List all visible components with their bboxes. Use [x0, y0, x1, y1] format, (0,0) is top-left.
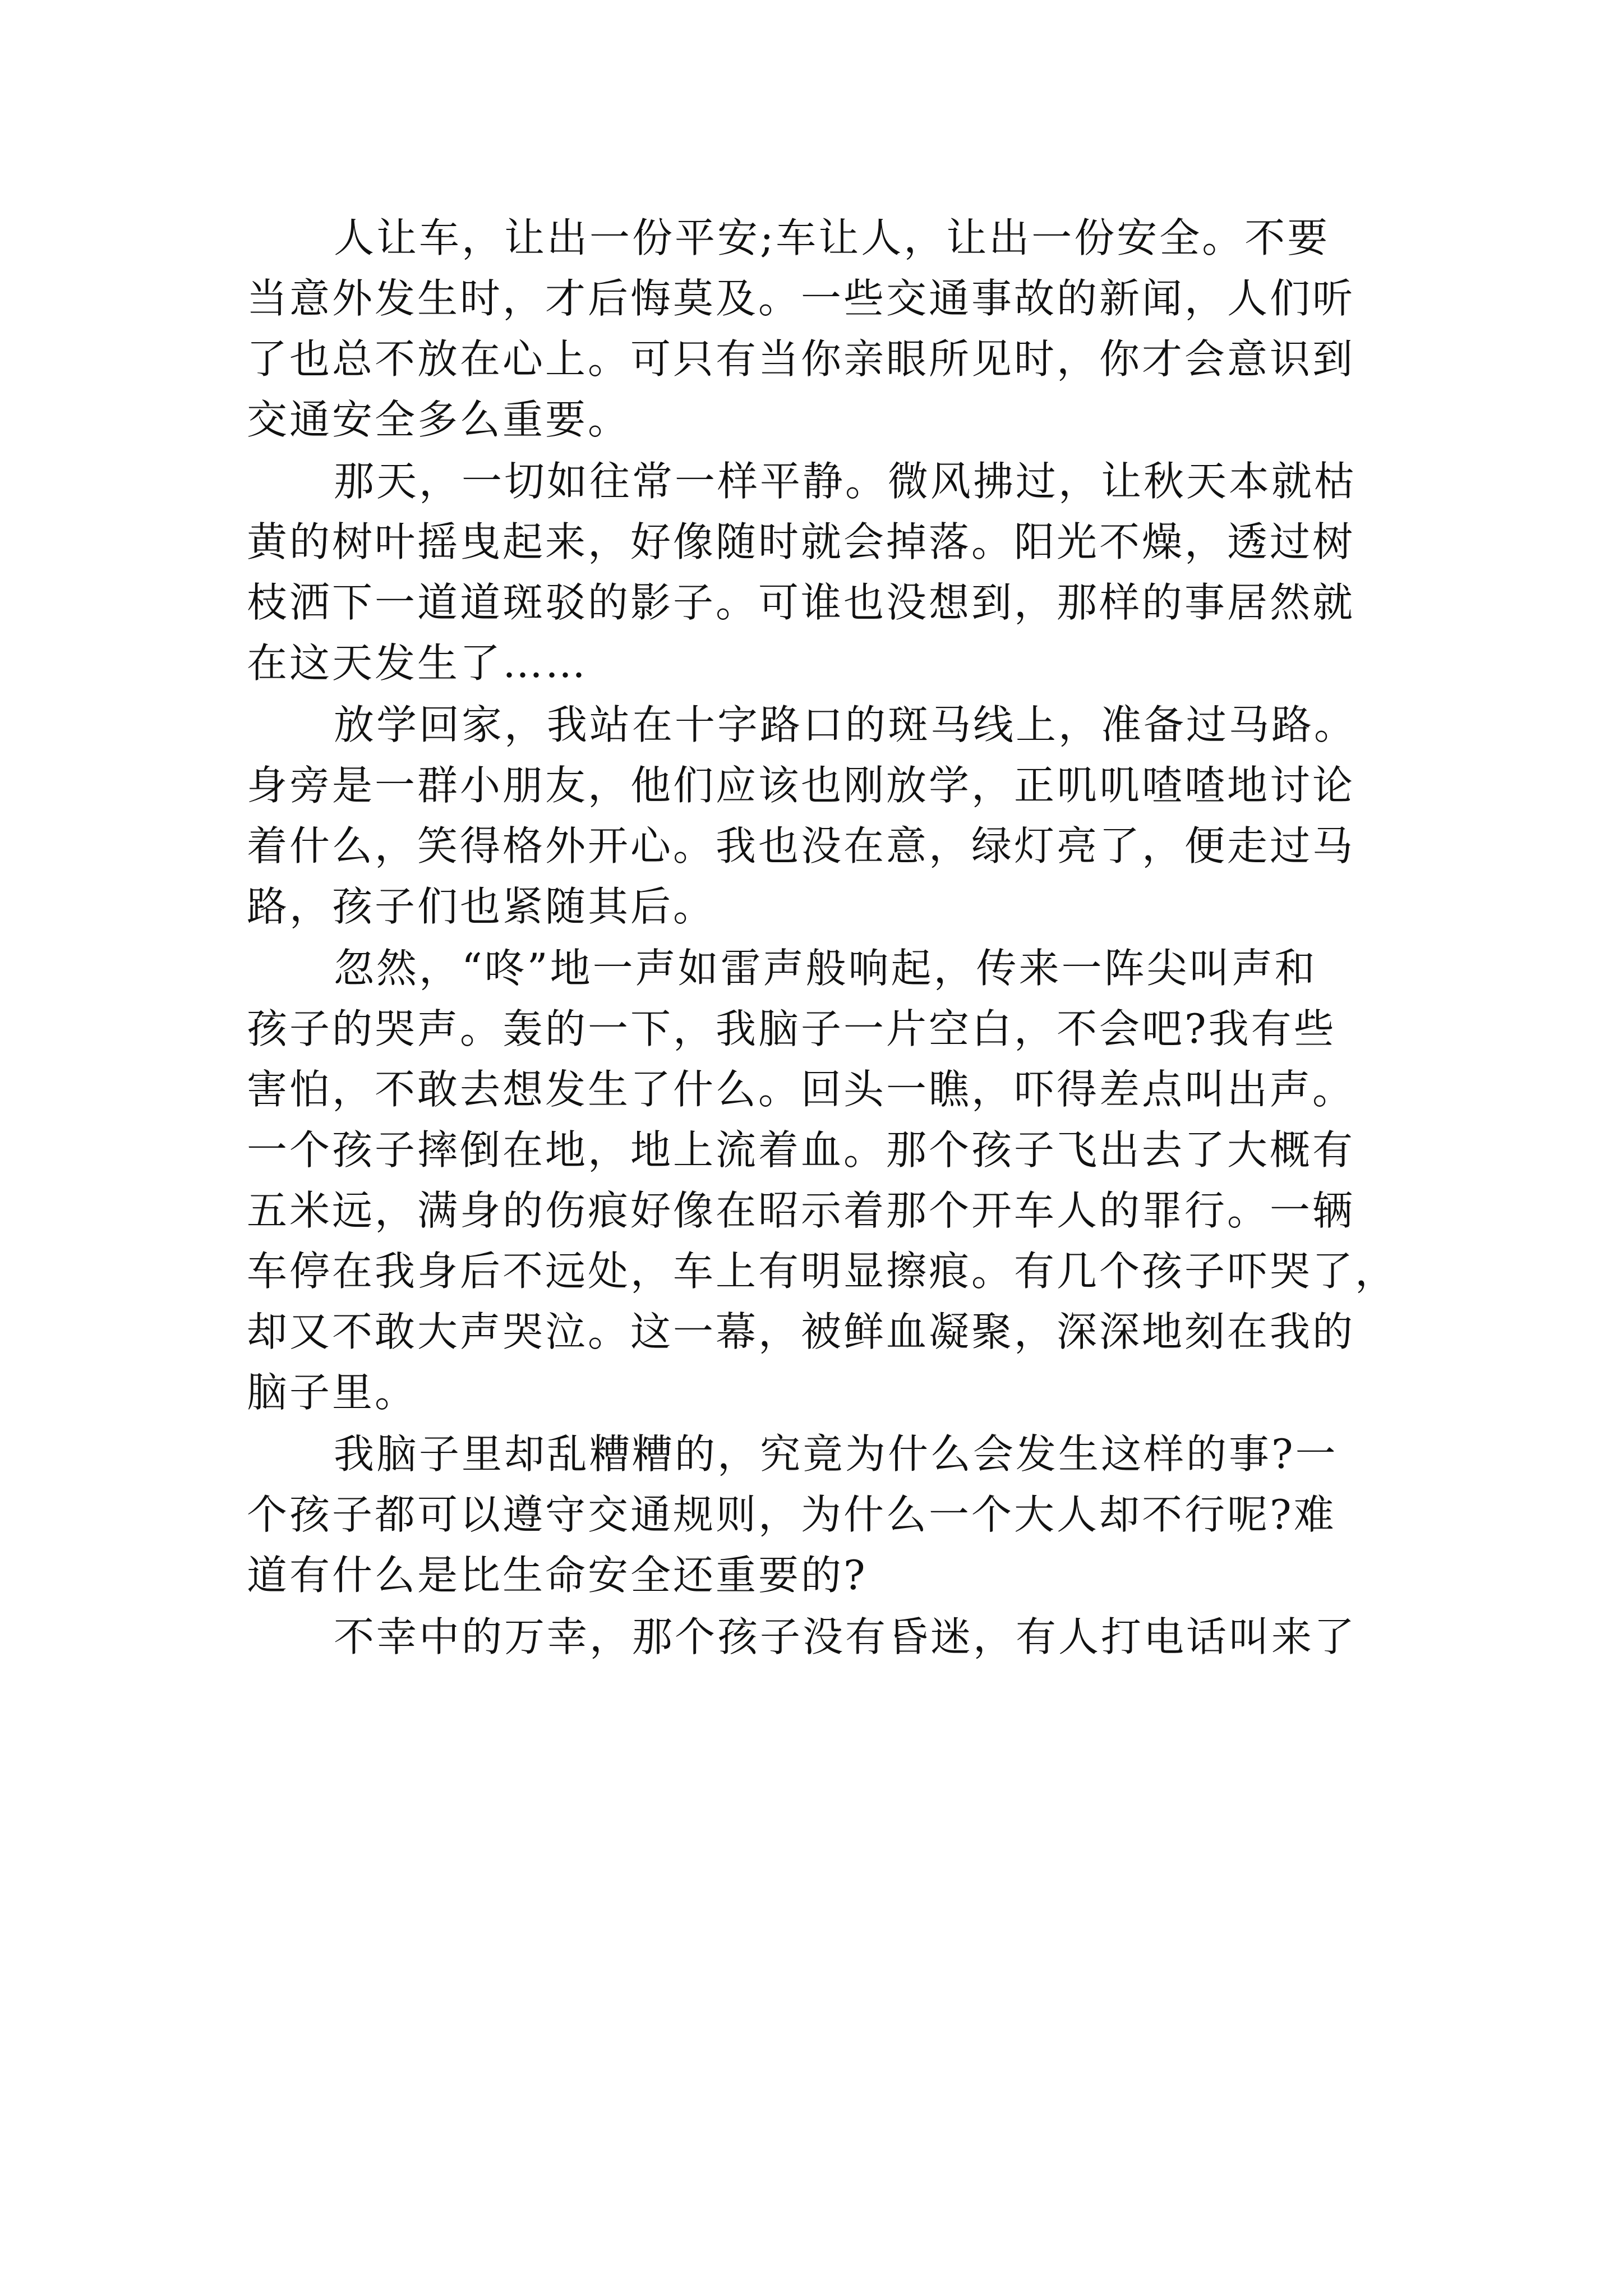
- paragraph-1-line-1: 人让车，让出一份平安;车让人，让出一份安全。不要: [334, 214, 1330, 261]
- essay-body: [247, 208, 1396, 1667]
- paragraph-3-line-2: 身旁是一群小朋友，他们应该也刚放学，正叽叽喳喳地讨论: [247, 762, 1355, 809]
- paragraph-4-line-3: 害怕，不敢去想发生了什么。回头一瞧，吓得差点叫出声。: [247, 1066, 1355, 1113]
- paragraph-5-line-3: 道有什么是比生命安全还重要的?: [247, 1552, 868, 1599]
- paragraph-4-line-4: 一个孩子摔倒在地，地上流着血。那个孩子飞出去了大概有: [247, 1126, 1355, 1174]
- paragraph-4-line-2: 孩子的哭声。轰的一下，我脑子一片空白，不会吧?我有些: [247, 1005, 1336, 1052]
- paragraph-2-line-3: 枝洒下一道道斑驳的影子。可谁也没想到，那样的事居然就: [247, 579, 1355, 626]
- paragraph-5-line-1: 我脑子里却乱糟糟的，究竟为什么会发生这样的事?一: [334, 1430, 1338, 1478]
- paragraph-4-line-7: 却又不敢大声哭泣。这一幕，被鲜血凝聚，深深地刻在我的: [247, 1308, 1355, 1355]
- paragraph-1-line-4: 交通安全多么重要。: [247, 396, 631, 443]
- paragraph-4-line-5: 五米远，满身的伤痕好像在昭示着那个开车人的罪行。一辆: [247, 1187, 1355, 1234]
- paragraph-3-line-3: 着什么，笑得格外开心。我也没在意，绿灯亮了，便走过马: [247, 822, 1355, 869]
- paragraph-4-line-1: 忽然，“咚”地一声如雷声般响起，传来一阵尖叫声和: [334, 945, 1317, 992]
- paragraph-1-line-3: 了也总不放在心上。可只有当你亲眼所见时，你才会意识到: [247, 335, 1355, 383]
- paragraph-4-line-6: 车停在我身后不远处，车上有明显擦痕。有几个孩子吓哭了，: [247, 1248, 1398, 1295]
- paragraph-2-line-2: 黄的树叶摇曳起来，好像随时就会掉落。阳光不燥，透过树: [247, 518, 1355, 565]
- paragraph-2-line-1: 那天，一切如往常一样平静。微风拂过，让秋天本就枯: [334, 458, 1357, 505]
- paragraph-1-line-2: 当意外发生时，才后悔莫及。一些交通事故的新闻，人们听: [247, 275, 1355, 322]
- paragraph-6-line-1: 不幸中的万幸，那个孩子没有昏迷，有人打电话叫来了: [334, 1613, 1357, 1660]
- paragraph-3-line-4: 路，孩子们也紧随其后。: [247, 883, 716, 930]
- paragraph-2-line-4: 在这天发生了……: [247, 639, 588, 687]
- paragraph-3-line-1: 放学回家，我站在十字路口的斑马线上，准备过马路。: [334, 701, 1357, 748]
- paragraph-5-line-2: 个孩子都可以遵守交通规则，为什么一个大人却不行呢?难: [247, 1491, 1336, 1538]
- paragraph-4-line-8: 脑子里。: [247, 1369, 418, 1416]
